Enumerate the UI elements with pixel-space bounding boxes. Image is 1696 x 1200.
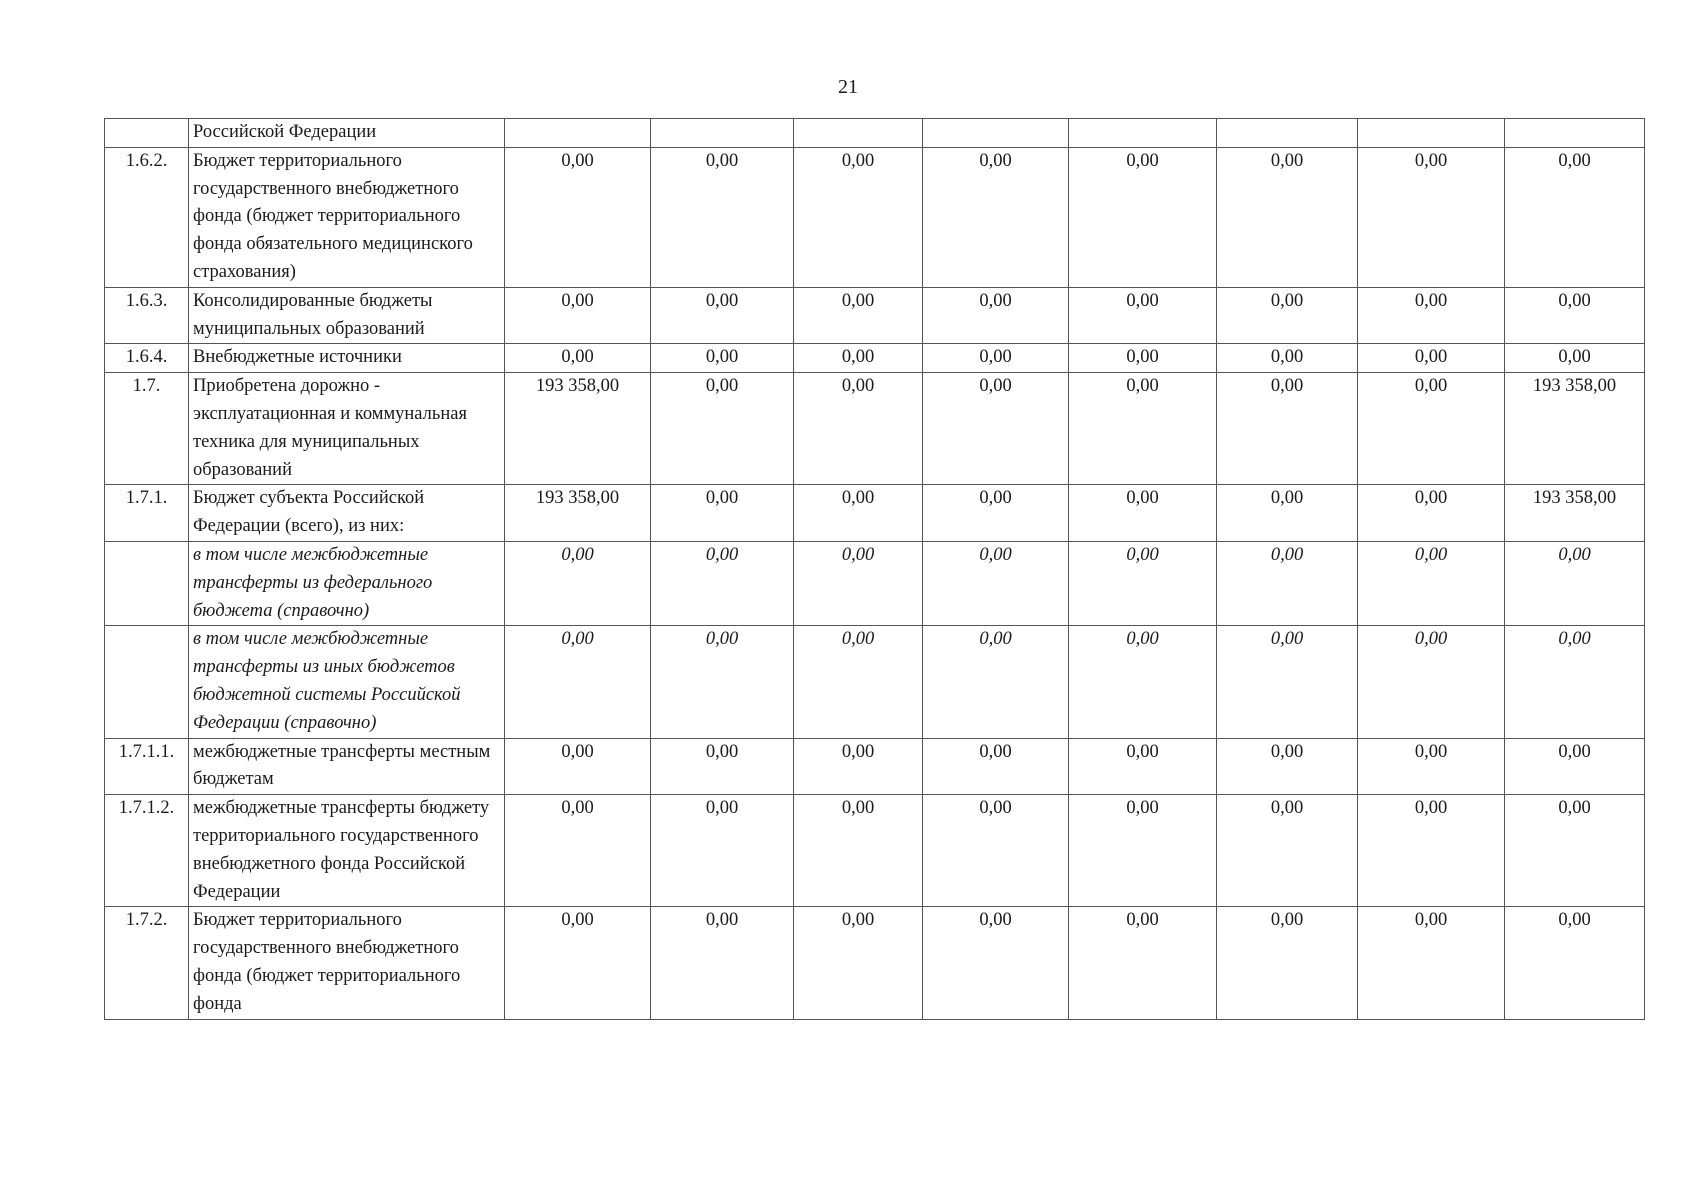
row-value-2: 0,00 [651,373,794,485]
row-name: в том числе межбюджетные трансферты из федерального бюджета (справочно) [189,541,505,625]
row-value-3: 0,00 [794,485,923,542]
row-value-2: 0,00 [651,287,794,344]
row-name: Российской Федерации [189,119,505,148]
table-row [105,738,1645,795]
row-value-3: 0,00 [794,626,923,738]
row-value-8: 0,00 [1505,541,1645,625]
row-value-1 [505,119,651,148]
row-value-1: 0,00 [505,541,651,625]
row-value-6 [1217,119,1358,148]
row-value-2 [651,119,794,148]
row-value-7: 0,00 [1358,541,1505,625]
row-value-7: 0,00 [1358,373,1505,485]
row-value-3: 0,00 [794,344,923,373]
row-value-2: 0,00 [651,147,794,287]
row-value-5: 0,00 [1069,738,1217,795]
row-value-1: 0,00 [505,287,651,344]
row-value-1: 0,00 [505,795,651,907]
row-value-6: 0,00 [1217,287,1358,344]
table-row [105,344,1645,373]
row-value-4: 0,00 [923,373,1069,485]
row-value-4 [923,119,1069,148]
row-value-2: 0,00 [651,738,794,795]
row-value-1: 0,00 [505,738,651,795]
row-value-2: 0,00 [651,485,794,542]
row-code: 1.6.4. [105,344,189,373]
budget-table [104,118,1645,1020]
row-value-5: 0,00 [1069,907,1217,1019]
row-value-7: 0,00 [1358,485,1505,542]
row-value-4: 0,00 [923,287,1069,344]
row-value-8: 0,00 [1505,795,1645,907]
row-name: Внебюджетные источники [189,344,505,373]
row-code: 1.7.2. [105,907,189,1019]
row-value-7: 0,00 [1358,907,1505,1019]
row-code: 1.6.2. [105,147,189,287]
budget-table-body [105,119,1645,1020]
table-row [105,373,1645,485]
row-value-8: 0,00 [1505,626,1645,738]
row-value-7: 0,00 [1358,626,1505,738]
row-name: в том числе межбюджетные трансферты из иных бюджетов бюджетной системы Российской Федерации (справочно) [189,626,505,738]
row-value-5: 0,00 [1069,344,1217,373]
row-value-6: 0,00 [1217,738,1358,795]
row-value-3: 0,00 [794,373,923,485]
row-value-2: 0,00 [651,541,794,625]
row-value-5: 0,00 [1069,287,1217,344]
table-row [105,541,1645,625]
row-value-4: 0,00 [923,541,1069,625]
row-value-4: 0,00 [923,626,1069,738]
row-value-6: 0,00 [1217,147,1358,287]
row-value-4: 0,00 [923,485,1069,542]
table-row [105,119,1645,148]
row-code [105,541,189,625]
row-value-1: 0,00 [505,626,651,738]
row-value-3 [794,119,923,148]
row-value-3: 0,00 [794,147,923,287]
row-value-3: 0,00 [794,738,923,795]
row-value-7: 0,00 [1358,738,1505,795]
table-row [105,907,1645,1019]
row-value-1: 0,00 [505,344,651,373]
row-value-5: 0,00 [1069,373,1217,485]
row-value-3: 0,00 [794,907,923,1019]
row-value-8: 0,00 [1505,738,1645,795]
row-value-7: 0,00 [1358,287,1505,344]
row-value-4: 0,00 [923,344,1069,373]
row-code: 1.7.1.2. [105,795,189,907]
row-value-8: 193 358,00 [1505,485,1645,542]
row-value-4: 0,00 [923,147,1069,287]
row-value-1: 0,00 [505,907,651,1019]
row-value-5: 0,00 [1069,485,1217,542]
row-value-6: 0,00 [1217,626,1358,738]
row-name: межбюджетные трансферты местным бюджетам [189,738,505,795]
row-value-8: 0,00 [1505,147,1645,287]
row-value-4: 0,00 [923,795,1069,907]
row-value-5: 0,00 [1069,795,1217,907]
row-value-6: 0,00 [1217,344,1358,373]
row-value-8 [1505,119,1645,148]
row-value-1: 193 358,00 [505,373,651,485]
row-value-2: 0,00 [651,344,794,373]
row-value-5: 0,00 [1069,626,1217,738]
row-value-7: 0,00 [1358,147,1505,287]
row-name: Бюджет субъекта Российской Федерации (всего), из них: [189,485,505,542]
row-value-5: 0,00 [1069,147,1217,287]
table-row [105,795,1645,907]
row-value-5 [1069,119,1217,148]
row-value-1: 0,00 [505,147,651,287]
row-code: 1.7. [105,373,189,485]
row-value-6: 0,00 [1217,485,1358,542]
row-value-8: 0,00 [1505,907,1645,1019]
row-value-6: 0,00 [1217,795,1358,907]
row-value-7: 0,00 [1358,344,1505,373]
row-value-1: 193 358,00 [505,485,651,542]
row-value-2: 0,00 [651,626,794,738]
row-value-4: 0,00 [923,738,1069,795]
row-value-6: 0,00 [1217,541,1358,625]
row-value-7 [1358,119,1505,148]
row-code: 1.7.1. [105,485,189,542]
row-name: Бюджет территориального государственного внебюджетного фонда (бюджет территориального фонда [189,907,505,1019]
row-code [105,626,189,738]
row-value-8: 0,00 [1505,287,1645,344]
row-value-3: 0,00 [794,795,923,907]
row-code [105,119,189,148]
row-name: Консолидированные бюджеты муниципальных образований [189,287,505,344]
row-value-8: 0,00 [1505,344,1645,373]
row-value-3: 0,00 [794,541,923,625]
row-value-4: 0,00 [923,907,1069,1019]
table-row [105,485,1645,542]
page-number: 21 [838,76,858,98]
row-name: Приобретена дорожно - эксплуатационная и коммунальная техника для муниципальных образований [189,373,505,485]
row-value-6: 0,00 [1217,373,1358,485]
row-name: межбюджетные трансферты бюджету территориального государственного внебюджетного фонда Российской Федерации [189,795,505,907]
table-row [105,287,1645,344]
row-value-6: 0,00 [1217,907,1358,1019]
row-code: 1.6.3. [105,287,189,344]
row-value-2: 0,00 [651,795,794,907]
row-name: Бюджет территориального государственного внебюджетного фонда (бюджет территориального фонда обязательного медицинского страхования) [189,147,505,287]
row-value-5: 0,00 [1069,541,1217,625]
row-value-8: 193 358,00 [1505,373,1645,485]
table-row [105,626,1645,738]
row-value-2: 0,00 [651,907,794,1019]
row-value-3: 0,00 [794,287,923,344]
row-value-7: 0,00 [1358,795,1505,907]
table-row [105,147,1645,287]
row-code: 1.7.1.1. [105,738,189,795]
